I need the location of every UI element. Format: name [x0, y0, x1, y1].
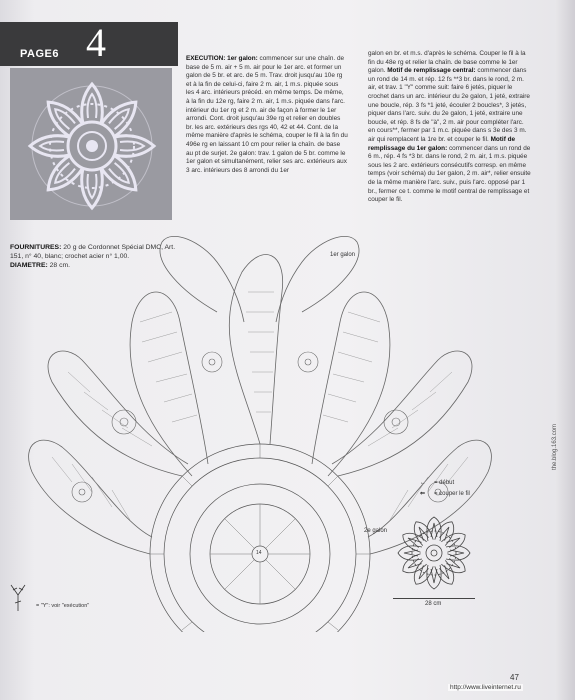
central-motif-text: commencer dans un rond de 14 m. et rép. 12 fs **3 br. dans le rond, 2 m. air, et trav. 1 "Y" comme suit: faire 6 jetés, piquer le crochet dans un arc. intérieur du 2e galon, 1 jeté, extraire une boucle, rép. 3 fs *1 jeté, écouler 2 boucles*, 3 jetés, piquer dans l'arc. suiv. du 2e galon, 1 jeté, extraire une boucle, et rép. 8 fs de "à", 2 m. air pour compléter l'arc. en cours**, fermer par 1 m.c. piquée dans s 3e des 3 m. air qui remplacent la 1re br. et couper le fil. — [368, 67, 530, 143]
filling-motif-drawing — [393, 512, 475, 594]
side-watermark: the.blog.163.com — [552, 423, 558, 470]
second-galon-label: 2e galon — [364, 528, 388, 534]
galon-motif-text: commencer dans un rond de 6 m., rép. 4 fs *3 br. dans le rond, 2 m. air, 1 m.s. piquée sous les 2 arc. extérieurs consécutifs corresp. en même temps (voir schéma) du 1er galon, 2 m. air*, relier ensuite de la même manière l'arc. suiv., puis l'arc. opposé par 1 br., fermer ce t. comme le motif central de remplissage et couper le fil. — [368, 144, 531, 204]
y-stitch-note — [8, 583, 118, 613]
diameter-label: DIAMETRE: — [10, 261, 48, 269]
cut-arrow-icon: ⇐ — [420, 491, 426, 497]
y-stitch-icon — [8, 583, 38, 613]
dimension-label: 28 cm — [425, 601, 442, 607]
diameter-value: 28 cm. — [47, 261, 71, 269]
page-edge — [555, 0, 575, 700]
legend-cut — [420, 489, 470, 500]
doily-photo — [10, 68, 172, 220]
pattern-number: 4 — [86, 20, 106, 65]
galon-continued-text: galon en br. et m.s. d'après le schéma. Couper le fil à la fin du 48e rg et relier la chaîn. de base comme le 1er galon. — [368, 50, 526, 75]
instructions-column-2 — [368, 50, 531, 205]
execution-heading: EXECUTION: 1er galon: — [186, 55, 258, 62]
legend-cut-text: = couper le fil — [434, 491, 470, 497]
center-ring-label: 14 — [256, 550, 262, 556]
galon-motif-heading: Motif de remplissage du 1er galon: — [368, 135, 516, 152]
filling-motif-diagram — [393, 512, 475, 594]
central-motif-heading: Motif de remplissage central: — [387, 67, 476, 75]
page-number: 47 — [510, 673, 519, 682]
doily-photo-image — [10, 68, 172, 220]
dimension-line — [393, 598, 475, 599]
y-note-text: = "Y": voir "exécution" — [36, 603, 90, 609]
source-watermark: http://www.liveinternet.ru — [450, 684, 521, 691]
legend-start — [420, 478, 470, 489]
instructions-column-1 — [186, 55, 348, 175]
start-arrow-icon: ← — [420, 480, 426, 486]
legend-start-text: = début — [434, 480, 455, 486]
supplies-text: 20 g de Cordonnet Spécial DMC, Art. 151, n° 40, blanc; crochet acier n° 1,00. — [10, 244, 176, 260]
supplies-label: FOURNITURES: — [10, 244, 62, 251]
execution-text: commencer sur une chaîn. de base de 5 m. air + 5 m. air pour le 1er arc. et former un galon de 5 br. et arc. de 5 m. Trav. droit jusqu'au 10e rg et à la fin de celui-ci, faire 2 m. air, 1 m.s. piquée sous les 4 arc. intérieurs précéd. en même temps. De même, à la fin du 12e rg, faire 2 m. air, 1 m.s. piquée dans l'arc. intérieur du 1er rg et 2 m. air de façon à former le 1er arrondi. Cont. droit jusqu'au 39e rg et relier en doubles br. les arc. extérieurs des rgs 40, 42 et 44. Cont. de la même manière d'après le schéma, couper le fil à la fin du 496e rg en laissant 10 cm pour relier la chaîn. de base au pt de surjet. 2e galon: trav. 1 galon de 5 br. comme le 1er galon et simultanément, relier ses arc. extérieurs aux 3 arc. intérieurs des 8 arrondi du 1er — [186, 55, 348, 174]
first-galon-label: 1er galon — [330, 252, 356, 258]
page-label: PAGE6 — [20, 48, 59, 60]
chart-legend — [420, 478, 470, 500]
